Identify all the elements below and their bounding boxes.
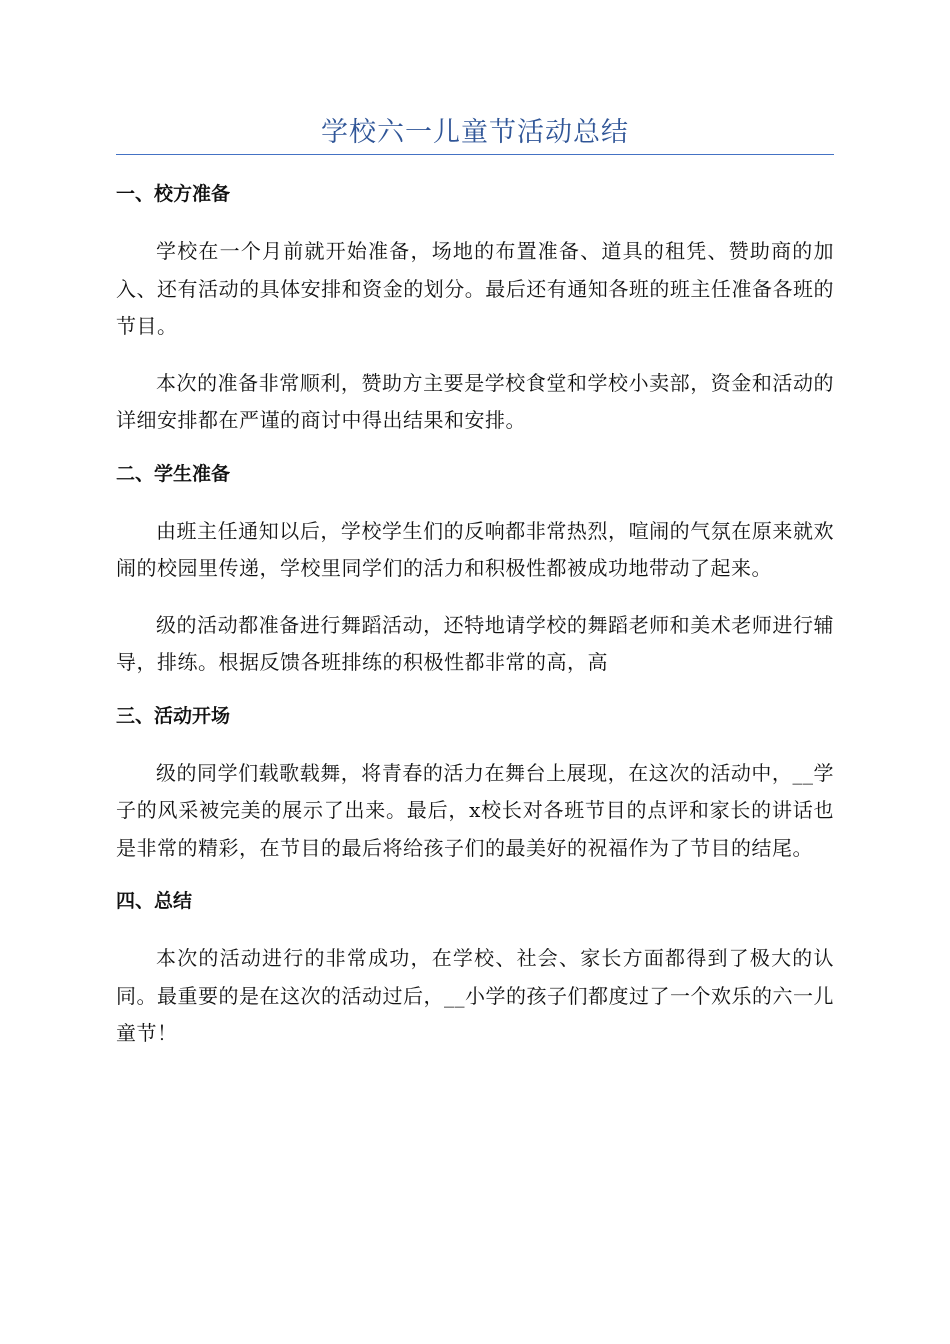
title-underline: [116, 154, 834, 155]
section-heading-school-preparation: 一、校方准备: [116, 183, 231, 205]
paragraph: 本次的活动进行的非常成功，在学校、社会、家长方面都得到了极大的认同。最重要的是在这次的活动过后，__小学的孩子们都度过了一个欢乐的六一儿童节！: [116, 946, 834, 1045]
document-body: [116, 177, 834, 1072]
paragraph: 学校在一个月前就开始准备，场地的布置准备、道具的租凭、赞助商的加入、还有活动的具体安排和资金的划分。最后还有通知各班的班主任准备各班的节目。: [116, 239, 834, 338]
document-title: 学校六一儿童节活动总结: [321, 117, 629, 148]
section-heading-event-opening: 三、活动开场: [116, 704, 231, 727]
section-heading-summary: 四、总结: [116, 890, 193, 912]
paragraph: 本次的准备非常顺利，赞助方主要是学校食堂和学校小卖部，资金和活动的详细安排都在严谨的商讨中得出结果和安排。: [116, 370, 834, 432]
section-heading-student-preparation: 二、学生准备: [116, 462, 231, 485]
paragraph: 级的活动都准备进行舞蹈活动，还特地请学校的舞蹈老师和美术老师进行辅导，排练。根据反馈各班排练的积极性都非常的高，高: [116, 612, 834, 674]
paragraph: 由班主任通知以后，学校学生们的反响都非常热烈，喧闹的气氛在原来就欢闹的校园里传递，学校里同学们的活力和积极性都被成功地带动了起来。: [116, 518, 834, 580]
paragraph: 级的同学们载歌载舞，将青春的活力在舞台上展现，在这次的活动中，__学子的风采被完美的展示了出来。最后，x校长对各班节目的点评和家长的讲话也是非常的精彩，在节目的最后将给孩子们的最美好的祝福作为了节目的结尾。: [116, 760, 834, 860]
